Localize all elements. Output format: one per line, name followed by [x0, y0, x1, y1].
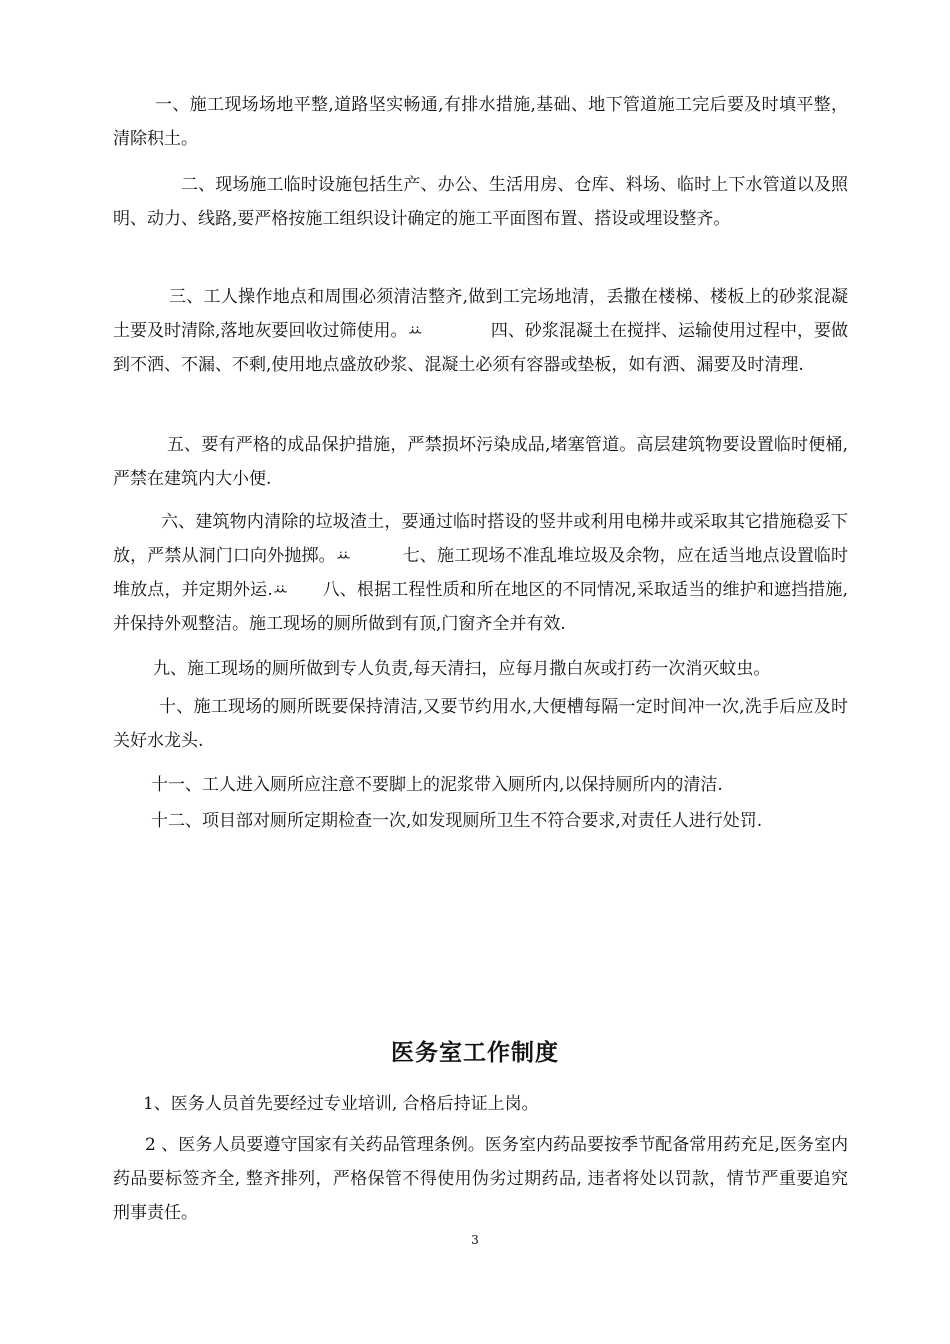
- paragraph-1: 一、施工现场场地平整,道路坚实畅通,有排水措施,基础、地下管道施工完后要及时填平整，清除积土。: [113, 95, 848, 149]
- paragraph-6-7-8: 六、建筑物内清除的垃圾渣土，要通过临时搭设的竖井或利用电梯井或采取其它措施稳妥下放，严禁从洞门口向外抛掷。ꕁ 七、施工现场不准乱堆垃圾及余物，应在适当地点设置临时堆放点，并定期外运.ꕁ 八、根据工程性质和所在地区的不同情况,采取适当的维护和遮挡措施,并保持外观整洁。施工现场的厕所做到有顶,门窗齐全并有效.: [113, 512, 848, 634]
- section-title: 医务室工作制度: [391, 1039, 559, 1066]
- medical-paragraph-1: 1、医务人员首先要经过专业培训, 合格后持证上岗。: [143, 1094, 539, 1114]
- paragraph-3-4: 三、工人操作地点和周围必须清洁整齐,做到工完场地清，丢撒在楼梯、楼板上的砂浆混凝土要及时清除,落地灰要回收过筛使用。ꕁ 四、砂浆混凝土在搅拌、运输使用过程中，要做到不洒、不漏、不剩,使用地点盛放砂浆、混凝土必须有容器或垫板，如有洒、漏要及时清理.: [113, 287, 848, 375]
- paragraph-2: 二、现场施工临时设施包括生产、办公、生活用房、仓库、料场、临时上下水管道以及照明、动力、线路,要严格按施工组织设计确定的施工平面图布置、搭设或埋设整齐。: [113, 175, 848, 229]
- paragraph-12: 十二、项目部对厕所定期检查一次,如发现厕所卫生不符合要求,对责任人进行处罚.: [151, 811, 763, 831]
- paragraph-11: 十一、工人进入厕所应注意不要脚上的泥浆带入厕所内,以保持厕所内的清洁.: [151, 775, 723, 795]
- paragraph-10: 十、施工现场的厕所既要保持清洁,又要节约用水,大便槽每隔一定时间冲一次,洗手后应及时关好水龙头.: [113, 697, 848, 751]
- medical-paragraph-2: 2 、医务人员要遵守国家有关药品管理条例。医务室内药品要按季节配备常用药充足,医务室内药品要标签齐全, 整齐排列，严格保管不得使用伪劣过期药品, 违者将处以罚款，情节严重要追究刑事责任。: [113, 1135, 848, 1223]
- paragraph-5: 五、要有严格的成品保护措施，严禁损坏污染成品,堵塞管道。高层建筑物要设置临时便桶,严禁在建筑内大小便.: [113, 435, 848, 489]
- page-number: 3: [471, 1233, 479, 1247]
- paragraph-9: 九、施工现场的厕所做到专人负责,每天清扫，应每月撒白灰或打药一次消灭蚊虫。: [153, 659, 771, 679]
